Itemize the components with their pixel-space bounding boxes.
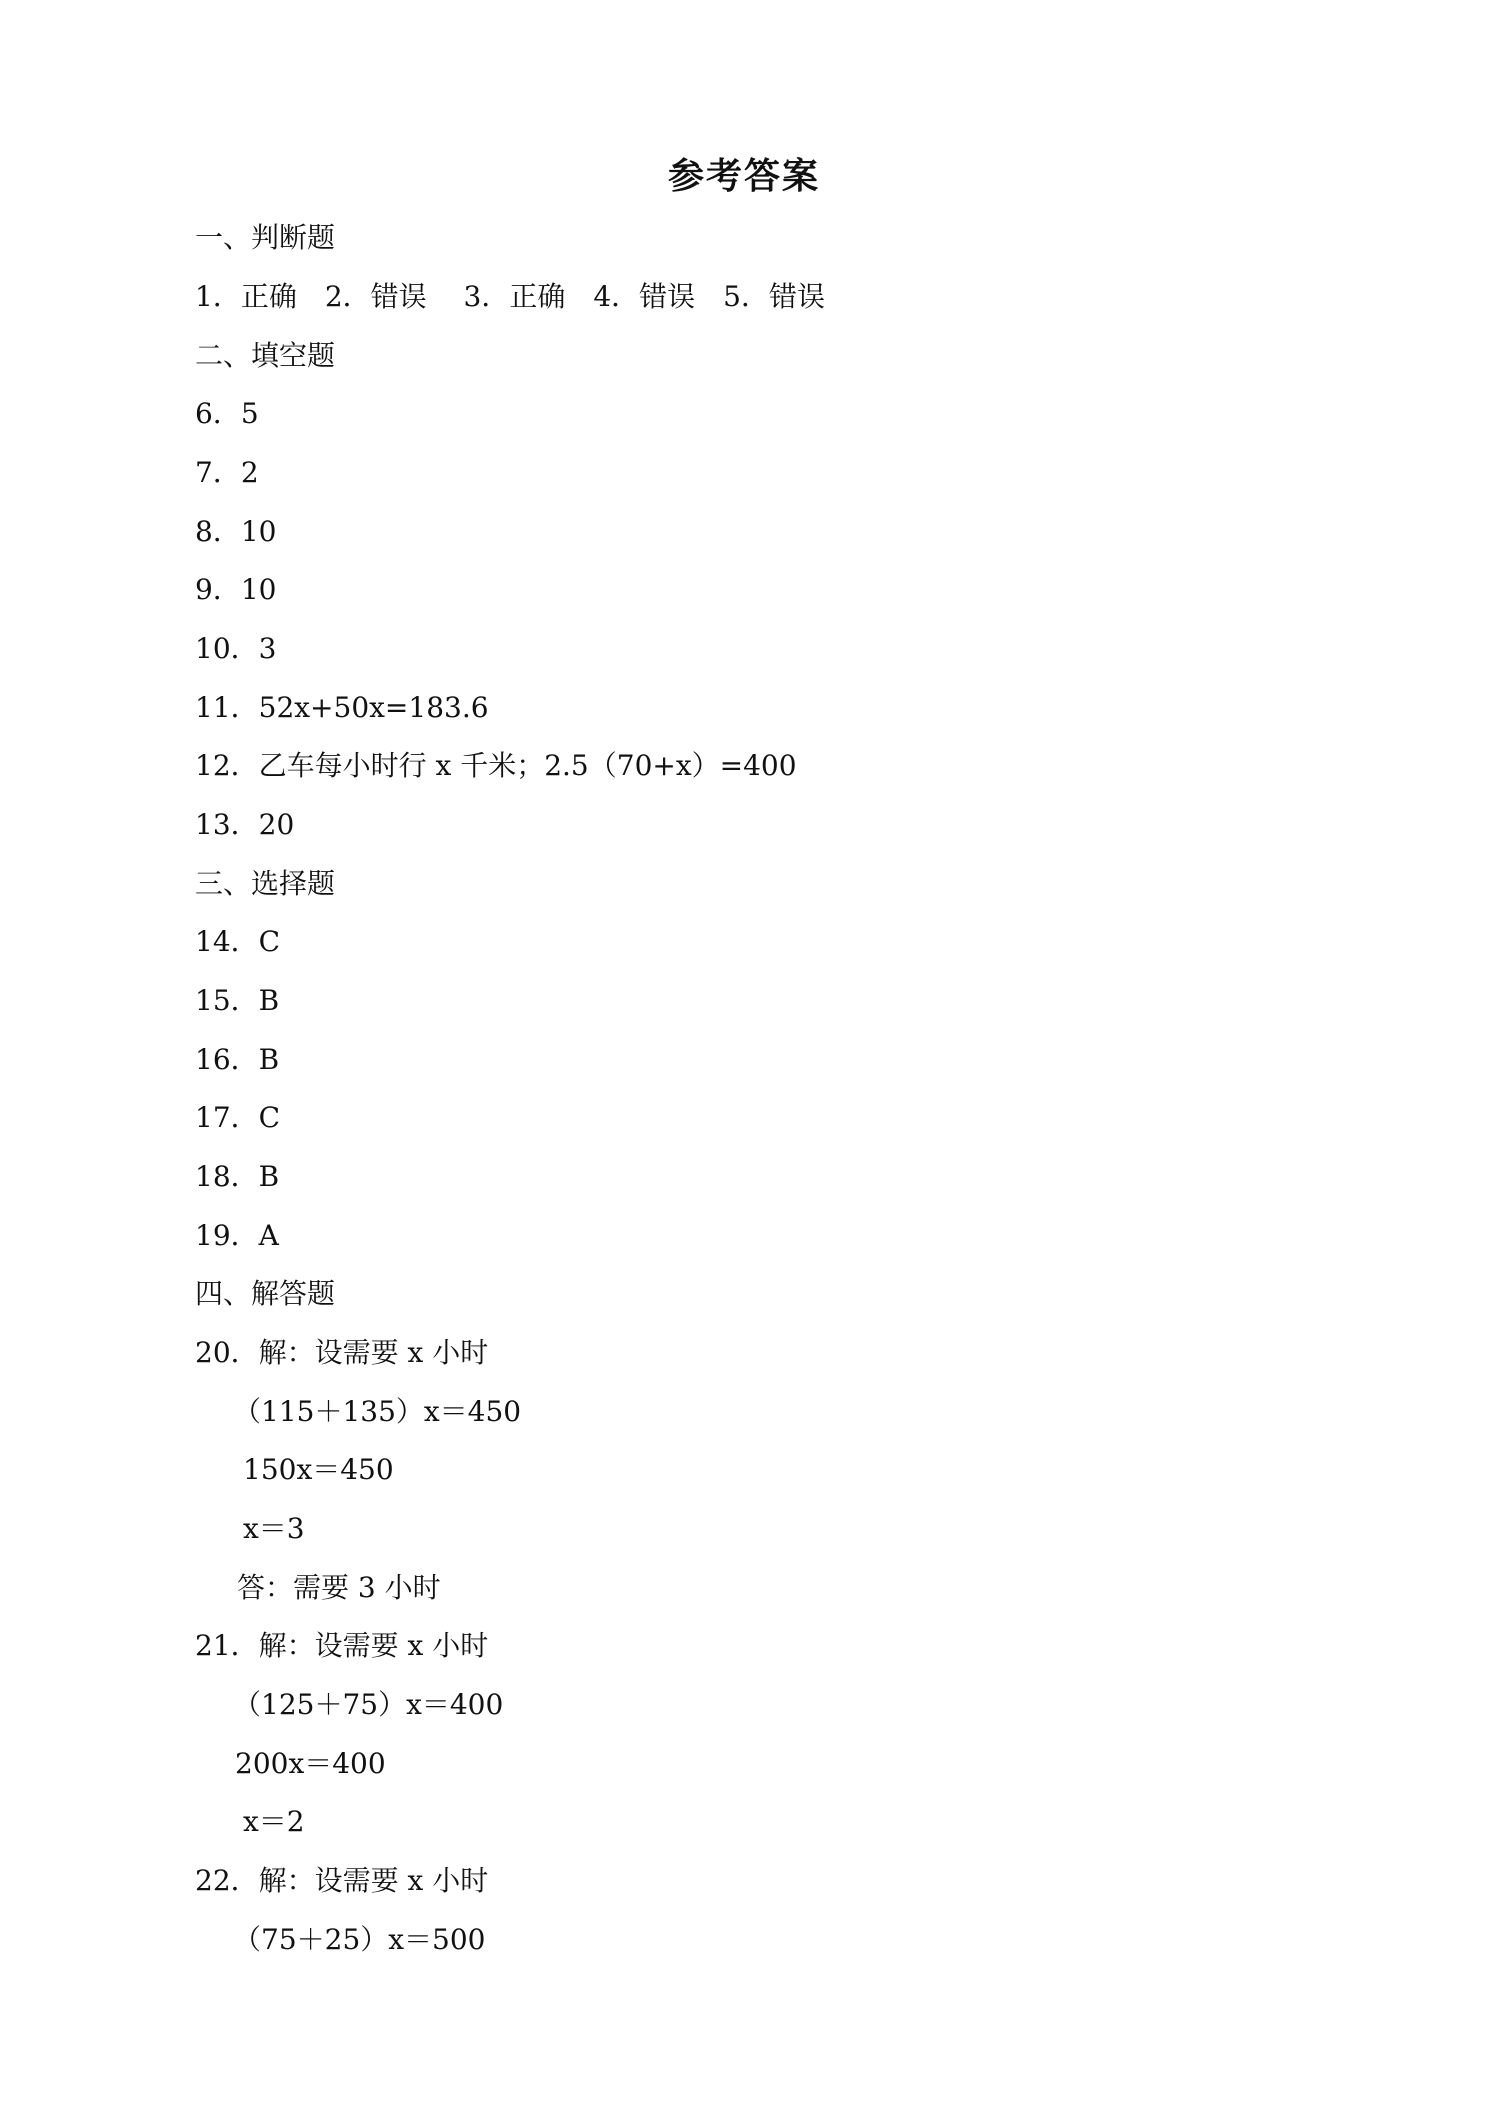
answer-line-19: 19．A: [195, 1219, 279, 1252]
solution-20-step-3: x＝3: [243, 1512, 305, 1545]
answer-line-10: 10．3: [195, 632, 277, 665]
solution-21-step-1: （125＋75）x＝400: [233, 1688, 504, 1721]
answer-line-11: 11．52x+50x=183.6: [195, 691, 489, 724]
answer-line-7: 7．2: [195, 456, 259, 489]
answer-line-14: 14．C: [195, 925, 281, 958]
answer-line-12: 12．乙车每小时行 x 千米；2.5（70+x）=400: [195, 749, 797, 782]
answer-line-1-5: 1．正确 2．错误 3．正确 4．错误 5．错误: [195, 280, 825, 313]
answer-line-17: 17．C: [195, 1101, 281, 1134]
answer-line-15: 15．B: [195, 984, 280, 1017]
answer-line-16: 16．B: [195, 1043, 280, 1076]
answer-line-13: 13．20: [195, 808, 295, 841]
answer-line-18: 18．B: [195, 1160, 280, 1193]
answer-line-6: 6．5: [195, 397, 259, 430]
answer-line-9: 9．10: [195, 573, 277, 606]
section-heading-judgment: 一、判断题: [195, 221, 336, 254]
answer-line-21: 21．解：设需要 x 小时: [195, 1629, 489, 1662]
section-heading-fill-blank: 二、填空题: [195, 339, 336, 372]
solution-21-step-3: x＝2: [243, 1805, 305, 1838]
solution-21-step-2: 200x＝400: [235, 1747, 386, 1780]
answer-line-20: 20．解：设需要 x 小时: [195, 1336, 489, 1369]
section-heading-solutions: 四、解答题: [195, 1277, 336, 1310]
page-title: 参考答案: [667, 156, 820, 197]
answer-line-8: 8．10: [195, 515, 277, 548]
solution-22-step-1: （75＋25）x＝500: [233, 1923, 486, 1956]
solution-20-answer: 答：需要 3 小时: [237, 1571, 441, 1604]
section-heading-multiple-choice: 三、选择题: [195, 867, 336, 900]
solution-20-step-1: （115＋135）x＝450: [233, 1395, 522, 1428]
answer-line-22: 22．解：设需要 x 小时: [195, 1864, 489, 1897]
solution-20-step-2: 150x＝450: [243, 1453, 394, 1486]
